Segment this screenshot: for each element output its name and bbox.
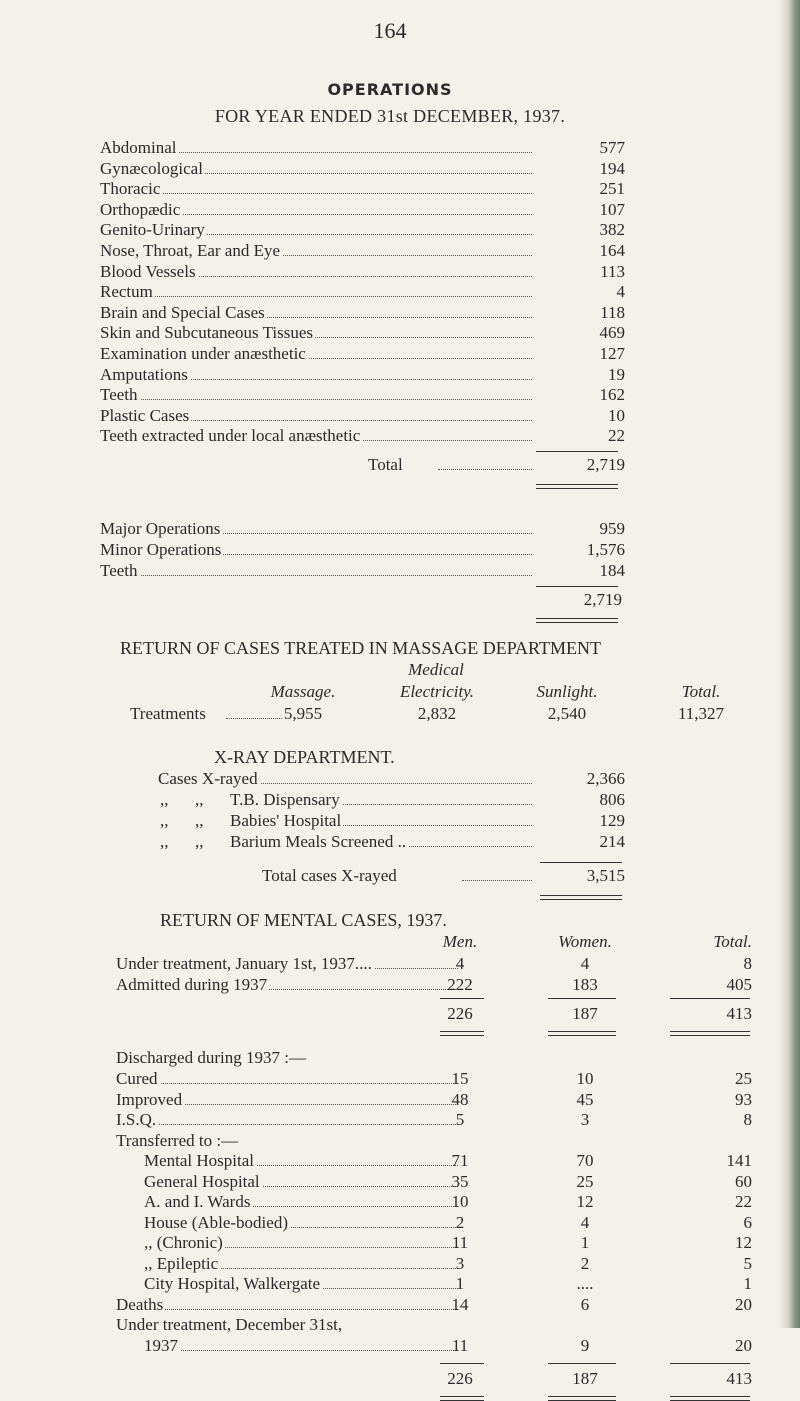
operation-row (100, 323, 625, 345)
summary-row-value: 184 (532, 561, 625, 581)
men-value: 11 (451, 1335, 469, 1355)
page-number: 164 (373, 18, 407, 43)
xray-row (230, 832, 625, 854)
total-value: 1 (743, 1274, 752, 1293)
mental-row (116, 975, 458, 997)
men-value: 1 (455, 1274, 465, 1293)
mental-row (144, 1254, 458, 1276)
xray-total-value: 3,515 (532, 866, 625, 886)
operation-row-label: Thoracic (100, 179, 161, 199)
double-rule (548, 1031, 616, 1036)
xray-total-label: Total cases X-rayed (262, 866, 397, 885)
summary-row-label: Minor Operations (100, 540, 222, 559)
total-value: 25 (735, 1069, 752, 1088)
men-value: 48 (451, 1089, 469, 1109)
xray-row-value: 129 (532, 811, 625, 831)
mental-row (116, 1295, 458, 1317)
rule (440, 1363, 484, 1364)
operation-row-value: 4 (532, 282, 625, 302)
operation-row-value: 164 (532, 241, 625, 261)
mental-row-label: ,, Epileptic (144, 1253, 219, 1273)
rule (548, 1363, 616, 1364)
operation-row (100, 364, 625, 387)
operation-row-label: Orthopædic (100, 199, 181, 219)
mental-row (144, 1192, 458, 1214)
mental-row-label: Improved (116, 1089, 183, 1109)
ditto-mark: ,, (195, 811, 204, 830)
operations-total-value: 2,719 (532, 455, 625, 475)
operation-row (100, 426, 625, 448)
operation-row-value: 194 (532, 159, 625, 179)
women-value: 10 (576, 1069, 594, 1088)
women-value: 1 (580, 1233, 590, 1252)
mental-row-label: Admitted during 1937 (116, 975, 268, 994)
ditto-mark: ,, (160, 790, 169, 809)
summary-double-rule (536, 618, 618, 623)
massage-value-total: 11,327 (677, 704, 725, 723)
double-rule (440, 1396, 484, 1401)
ditto-mark: ,, (195, 832, 204, 851)
mental-heading: RETURN OF MENTAL CASES, 1937. (160, 910, 447, 930)
operation-row (100, 405, 625, 428)
operation-row-value: 118 (532, 303, 625, 323)
mental-row-label: General Hospital (144, 1171, 260, 1191)
mental-row (116, 954, 458, 976)
double-rule (548, 1396, 616, 1401)
mental-row-label: Deaths (116, 1294, 164, 1314)
mental-row (116, 1110, 458, 1132)
mental-row-label: City Hospital, Walkergate (144, 1274, 321, 1293)
xray-row-value: 806 (532, 790, 625, 810)
mental-row-label: Under treatment, January 1st, 1937.... (116, 954, 372, 973)
women-value: 70 (576, 1151, 594, 1170)
men-value: 14 (451, 1294, 469, 1314)
mental-row-label: ,, (Chronic) (144, 1233, 223, 1252)
operation-row-label: Teeth (100, 385, 138, 405)
ditto-mark: ,, (160, 811, 169, 830)
mental-row (144, 1233, 458, 1255)
xray-total-row (262, 866, 625, 888)
operation-row-value: 251 (532, 179, 625, 199)
mental-row (144, 1151, 458, 1173)
men-value: 15 (451, 1069, 469, 1088)
massage-value-sunlight: 2,540 (547, 704, 587, 723)
operation-row-label: Plastic Cases (100, 405, 190, 425)
total-value: 413 (726, 1004, 752, 1023)
operation-row (100, 158, 625, 181)
operation-row-label: Blood Vessels (100, 261, 196, 281)
page-edge-shadow (778, 0, 800, 1328)
operation-row (100, 220, 625, 242)
mental-row (116, 1090, 458, 1112)
mental-row-label: Cured (116, 1069, 158, 1088)
xray-row-value: 214 (532, 832, 625, 852)
operation-row-label: Teeth extracted under local anæsthetic (100, 426, 361, 446)
total-value: 413 (726, 1368, 752, 1388)
summary-row (100, 519, 625, 541)
men-value: 35 (451, 1171, 469, 1191)
women-value: 2 (580, 1253, 590, 1273)
women-value: 183 (572, 975, 598, 994)
mental-row-label: A. and I. Wards (144, 1192, 251, 1211)
total-value: 93 (735, 1089, 752, 1109)
operations-rule (536, 451, 618, 452)
operation-row (100, 199, 625, 222)
total-value: 5 (743, 1253, 752, 1273)
operation-row-label: Examination under anæsthetic (100, 344, 306, 363)
summary-row (100, 540, 625, 562)
operation-row-value: 127 (532, 344, 625, 364)
men-value: 5 (455, 1110, 465, 1129)
men-value: 2 (455, 1212, 465, 1232)
total-value: 8 (743, 954, 752, 973)
operation-row-label: Genito-Urinary (100, 220, 205, 240)
women-value: 45 (576, 1089, 594, 1109)
mental-row (116, 1069, 458, 1091)
total-value: 20 (735, 1294, 752, 1314)
operation-row-value: 22 (532, 426, 625, 446)
summary-row-label: Major Operations (100, 519, 221, 538)
summary-total-value: 2,719 (583, 590, 622, 609)
operation-row (100, 138, 625, 160)
operations-total-row (368, 455, 625, 477)
xray-double-rule (540, 895, 622, 900)
operation-row-label: Gynæcological (100, 158, 203, 178)
operations-double-rule (536, 484, 618, 489)
massage-col-massage: Massage. (270, 682, 336, 701)
ditto-mark: ,, (160, 832, 169, 851)
summary-row-value: 959 (532, 519, 625, 539)
mental-row-label: House (Able-bodied) (144, 1212, 288, 1232)
double-rule (440, 1031, 484, 1036)
rule (670, 1363, 750, 1364)
men-value: 10 (451, 1192, 469, 1211)
discharged-label: Discharged during 1937 :— (116, 1048, 306, 1067)
men-value: 11 (451, 1233, 469, 1252)
xray-row-label: Cases X-rayed (158, 769, 258, 788)
men-value: 71 (451, 1151, 469, 1170)
operation-row (100, 179, 625, 201)
xray-row-value: 2,366 (532, 769, 625, 789)
summary-rule (536, 586, 618, 587)
operation-row (100, 261, 625, 284)
men-value: 226 (447, 1368, 473, 1388)
mental-row-label: I.S.Q. (116, 1110, 157, 1129)
ditto-mark: ,, (195, 790, 204, 809)
massage-col-electricity: Electricity. (399, 682, 475, 701)
men-value: 4 (455, 954, 465, 973)
mental-col-women: Women. (558, 932, 612, 951)
operation-row-value: 469 (532, 323, 625, 343)
operation-row-label: Abdominal (100, 138, 177, 157)
operation-row (100, 302, 625, 325)
total-value: 12 (735, 1233, 752, 1252)
women-value: 4 (580, 954, 590, 973)
operation-row-label: Brain and Special Cases (100, 302, 265, 322)
xray-row (230, 811, 625, 833)
operation-row-value: 10 (532, 406, 625, 426)
total-value: 6 (743, 1212, 752, 1232)
mental-row (144, 1274, 458, 1296)
operation-row (100, 344, 625, 366)
women-value: 9 (580, 1335, 590, 1355)
double-rule (670, 1396, 750, 1401)
total-value: 405 (726, 975, 752, 994)
operation-row-value: 113 (532, 262, 625, 282)
massage-value-massage: 5,955 (283, 704, 323, 723)
women-value: 3 (580, 1110, 590, 1129)
xray-row-label: T.B. Dispensary (230, 790, 340, 809)
massage-heading: RETURN OF CASES TREATED IN MASSAGE DEPARTMENT (120, 638, 601, 658)
operation-row-value: 162 (532, 385, 625, 405)
women-value: 187 (572, 1004, 598, 1023)
total-value: 60 (735, 1171, 752, 1191)
xray-heading: X-RAY DEPARTMENT. (214, 747, 395, 767)
women-value: .... (576, 1274, 594, 1293)
rule (548, 998, 616, 999)
women-value: 187 (572, 1368, 598, 1388)
women-value: 25 (576, 1171, 594, 1191)
transferred-label: Transferred to :— (116, 1130, 239, 1150)
xray-row (158, 769, 625, 791)
operation-row-label: Amputations (100, 364, 188, 384)
massage-col-sunlight: Sunlight. (536, 682, 598, 701)
men-value: 3 (455, 1253, 465, 1273)
operation-row-value: 107 (532, 200, 625, 220)
women-value: 6 (580, 1294, 590, 1314)
operation-row-value: 382 (532, 220, 625, 240)
under-treatment-end-label: Under treatment, December 31st, (116, 1315, 343, 1334)
women-value: 12 (576, 1192, 594, 1211)
massage-row-label: Treatments (130, 704, 206, 723)
operation-row-value: 577 (532, 138, 625, 158)
massage-medical-label: Medical (408, 660, 464, 679)
operations-heading: OPERATIONS (327, 80, 453, 99)
total-value: 22 (735, 1192, 752, 1211)
mental-col-men: Men. (442, 932, 478, 951)
xray-row-label: Barium Meals Screened .. (230, 832, 407, 851)
operation-row-label: Nose, Throat, Ear and Eye (100, 241, 281, 260)
massage-value-electricity: 2,832 (417, 704, 457, 723)
operation-row (100, 282, 625, 304)
men-value: 222 (447, 975, 473, 994)
summary-row (100, 561, 625, 583)
mental-row (144, 1213, 458, 1235)
xray-row-label: Babies' Hospital (230, 811, 342, 830)
operation-row-label: Rectum (100, 282, 153, 302)
operation-row-label: Skin and Subcutaneous Tissues (100, 323, 313, 343)
total-value: 141 (726, 1151, 752, 1170)
operation-row (100, 241, 625, 263)
rule (670, 998, 750, 999)
mental-row-label: Mental Hospital (144, 1151, 255, 1170)
summary-row-label: Teeth (100, 561, 138, 580)
mental-row-label: 1937 (144, 1335, 178, 1355)
massage-col-total: Total. (681, 682, 721, 701)
xray-rule (540, 862, 622, 863)
mental-row (144, 1336, 458, 1358)
double-rule (670, 1031, 750, 1036)
men-value: 226 (447, 1004, 473, 1023)
women-value: 4 (580, 1212, 590, 1232)
rule (440, 998, 484, 999)
mental-col-total: Total. (713, 932, 752, 951)
total-value: 20 (735, 1335, 752, 1355)
summary-row-value: 1,576 (532, 540, 625, 560)
operation-row-value: 19 (532, 365, 625, 385)
xray-row (230, 790, 625, 812)
operation-row (100, 385, 625, 407)
total-value: 8 (743, 1110, 752, 1129)
mental-row (144, 1172, 458, 1194)
operations-subheading: FOR YEAR ENDED 31st DECEMBER, 1937. (214, 106, 566, 126)
operations-total-label: Total (368, 455, 403, 474)
